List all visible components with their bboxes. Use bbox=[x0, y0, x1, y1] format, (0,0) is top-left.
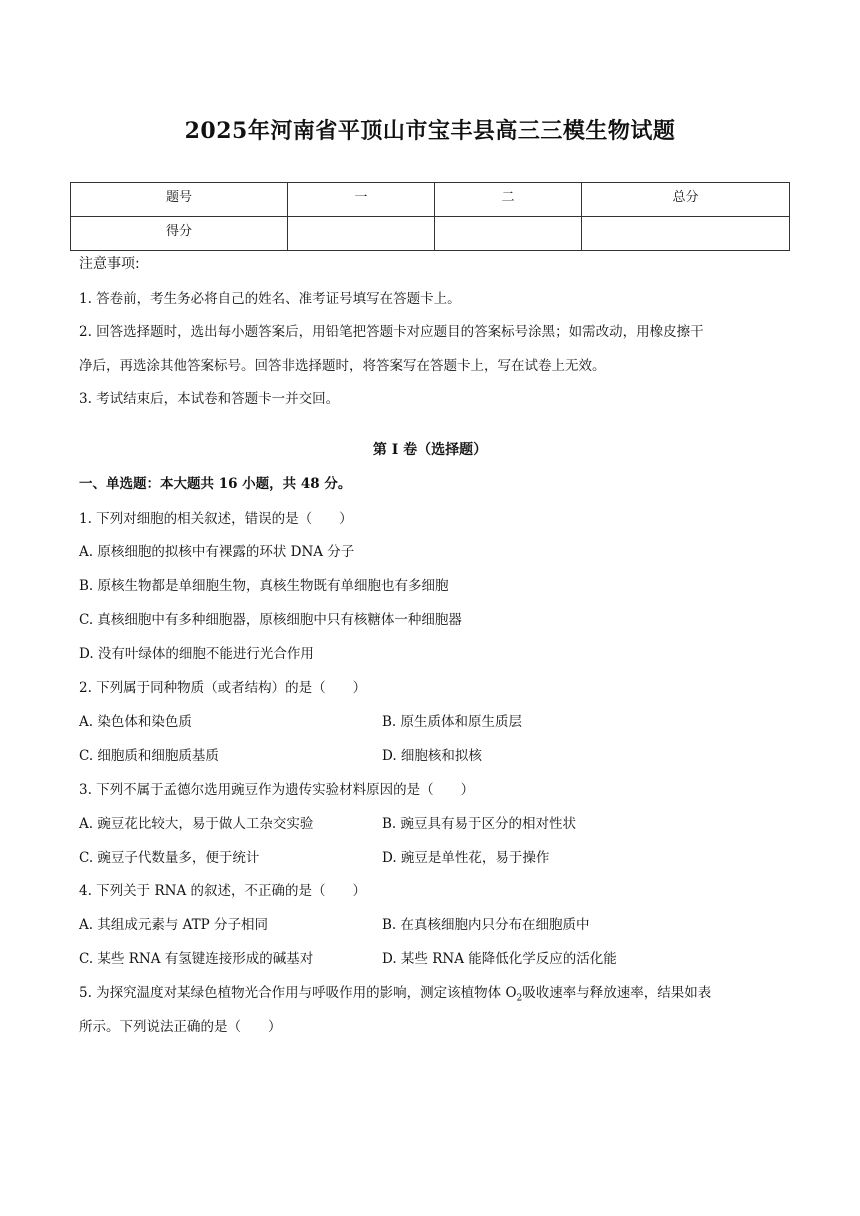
question-stem: 3. 下列不属于孟德尔选用豌豆作为遗传实验材料原因的是（ ） bbox=[79, 782, 475, 798]
question-option: C. 某些 RNA 有氢键连接形成的碱基对 bbox=[79, 951, 314, 967]
part-title: 一、单选题：本大题共 16 小题，共 48 分。 bbox=[79, 476, 352, 492]
question-stem: 2. 下列属于同种物质（或者结构）的是（ ） bbox=[79, 680, 367, 696]
score-input-cell[interactable] bbox=[435, 217, 582, 251]
question-stem: 5. 为探究温度对某绿色植物光合作用与呼吸作用的影响，测定该植物体 $O_2$吸收速率与释放速率，结果如表 bbox=[79, 985, 712, 1004]
question-option: C. 真核细胞中有多种细胞器，原核细胞中只有核糖体一种细胞器 bbox=[79, 612, 462, 628]
table-row bbox=[71, 183, 790, 217]
question-option: B. 豌豆具有易于区分的相对性状 bbox=[382, 816, 577, 832]
notice-item: 3. 考试结束后，本试卷和答题卡一并交回。 bbox=[79, 391, 340, 407]
table-cell: 二 bbox=[435, 183, 582, 217]
notice-item: 1. 答卷前，考生务必将自己的姓名、准考证号填写在答题卡上。 bbox=[79, 291, 461, 307]
notice-item: 净后，再选涂其他答案标号。回答非选择题时，将答案写在答题卡上，写在试卷上无效。 bbox=[79, 358, 606, 374]
question-option: A. 豌豆花比较大，易于做人工杂交实验 bbox=[79, 816, 314, 832]
score-input-cell[interactable] bbox=[582, 217, 790, 251]
question-option: D. 没有叶绿体的细胞不能进行光合作用 bbox=[79, 646, 314, 662]
question-option: D. 豌豆是单性花，易于操作 bbox=[382, 850, 550, 866]
question-option: B. 在真核细胞内只分布在细胞质中 bbox=[382, 917, 590, 933]
question-option: D. 某些 RNA 能降低化学反应的活化能 bbox=[382, 951, 617, 967]
question-option: C. 细胞质和细胞质基质 bbox=[79, 748, 219, 764]
table-cell: 题号 bbox=[71, 183, 288, 217]
page-title: 2025年河南省平顶山市宝丰县高三三模生物试题 bbox=[184, 118, 676, 144]
question-option: A. 原核细胞的拟核中有裸露的环状 DNA 分子 bbox=[79, 544, 355, 560]
section-title: 第 I 卷（选择题） bbox=[372, 442, 488, 458]
table-cell: 得分 bbox=[71, 217, 288, 251]
table-row bbox=[71, 217, 790, 251]
score-input-cell[interactable] bbox=[288, 217, 435, 251]
question-stem-continued: 所示。下列说法正确的是（ ） bbox=[79, 1019, 282, 1035]
question-option: B. 原生质体和原生质层 bbox=[382, 714, 523, 730]
question-option: A. 染色体和染色质 bbox=[79, 714, 192, 730]
question-stem: 4. 下列关于 RNA 的叙述，不正确的是（ ） bbox=[79, 883, 366, 899]
question-option: A. 其组成元素与 ATP 分子相同 bbox=[79, 917, 269, 933]
question-option: D. 细胞核和拟核 bbox=[382, 748, 482, 764]
notice-item: 2. 回答选择题时，选出每小题答案后，用铅笔把答题卡对应题目的答案标号涂黑；如需改动，用橡皮擦干 bbox=[79, 324, 704, 340]
question-option: C. 豌豆子代数量多，便于统计 bbox=[79, 850, 260, 866]
table-cell: 总分 bbox=[582, 183, 790, 217]
table-cell: 一 bbox=[288, 183, 435, 217]
score-table bbox=[70, 182, 790, 251]
notice-heading: 注意事项: bbox=[79, 256, 140, 272]
question-option: B. 原核生物都是单细胞生物，真核生物既有单细胞也有多细胞 bbox=[79, 578, 449, 594]
question-stem: 1. 下列对细胞的相关叙述，错误的是（ ） bbox=[79, 511, 353, 527]
